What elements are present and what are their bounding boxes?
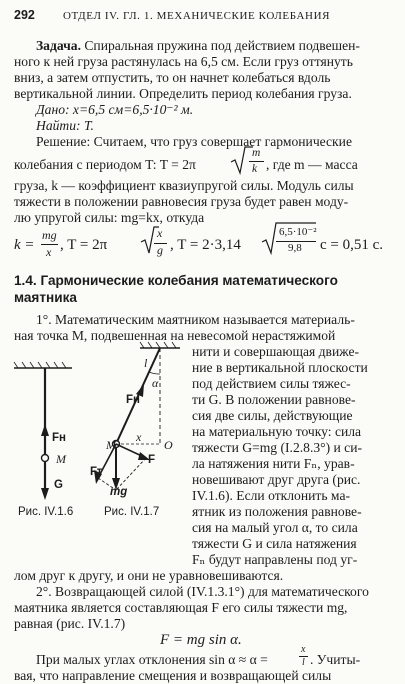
- para2-line-1: 2°. Возвращающей силой (IV.1.3.1°) для математического: [36, 584, 369, 599]
- para1-line-12: IV.1.6). Если отклонить ма-: [192, 488, 350, 503]
- page-number: 292: [14, 8, 35, 22]
- fig7-label-l: l: [144, 356, 148, 370]
- solution-line-2a: колебания с периодом T: T = 2π: [14, 157, 196, 172]
- sqrt-sign-1: [231, 146, 253, 174]
- para1-line-5: под действием силы тяжес-: [192, 376, 351, 391]
- eq-t1-label: , T = 2π: [60, 237, 108, 253]
- problem-text-1: Спиральная пружина под действием подвешен-: [80, 38, 360, 53]
- given-line: Дано: x=6,5 см=6,5·10⁻² м.: [36, 102, 194, 117]
- para1-line-16: Fₙ будут направлены под уг-: [192, 552, 358, 567]
- problem-line-2: ного к ней груза растянулась на 6,5 см. Если груз оттянуть: [14, 54, 353, 69]
- para2-formula: F = mg sin α.: [160, 632, 242, 648]
- eq-t2-num: 6,5·10⁻²: [279, 226, 317, 238]
- para1-line-15: тяжести G и сила натяжения: [192, 536, 357, 551]
- fig6-label-m: M: [56, 452, 66, 466]
- fig7-label-f: F: [148, 454, 156, 466]
- para2-line-4b: . Учиты-: [310, 652, 361, 667]
- para1-line-9: тяжести G=mg (I.2.8.3°) и си-: [192, 440, 363, 455]
- fig6-caption: Рис. IV.1.6: [18, 506, 74, 518]
- fig7-label-mg: mg: [110, 486, 128, 498]
- fig7-label-m: M: [106, 438, 116, 452]
- fig7-label-o: O: [164, 438, 173, 452]
- eq-k-num: mg: [42, 228, 57, 242]
- para1-line-3: нити и совершающая движе-: [192, 344, 360, 359]
- eq-t2-result: c = 0,51 c.: [320, 237, 384, 253]
- eq-k-label: k =: [14, 237, 35, 253]
- eq-t1-den: g: [157, 243, 163, 257]
- find-line: Найти: T.: [36, 118, 94, 133]
- para1-line-1: 1°. Математическим маятником называется материаль-: [36, 312, 355, 327]
- solution-line-3: груза, k — коэффициент квазиупругой силы. Модуль силы: [14, 178, 354, 193]
- figure-iv-1-6: [10, 362, 80, 504]
- para1-line-13: ятник из положения равнове-: [192, 504, 362, 519]
- para1-line-6: ти G. В положении равнове-: [192, 392, 356, 407]
- para2-line-2: маятника является составляющая F его силы тяжести mg,: [14, 600, 348, 615]
- para2-line-5: вая, что направление смещения и возвращающей силы: [14, 668, 332, 683]
- para1-line-8: на материальную точку: сила: [192, 424, 362, 439]
- section-title-line-1: 1.4. Гармонические колебания математического: [14, 273, 338, 288]
- section-title-line-2: маятника: [14, 290, 77, 305]
- problem-line-1: [36, 38, 360, 54]
- para2-frac-num: x: [301, 644, 306, 655]
- fig7-label-x: x: [136, 430, 142, 444]
- fig7-label-alpha: α: [152, 376, 159, 390]
- para1-line-7: сия две силы, действующие: [192, 408, 353, 423]
- problem-line-4: вертикальной линии. Определить период колебания груза.: [14, 86, 352, 101]
- solution-line-4: тяжести в положении равновесия груза будет равен моду-: [14, 194, 349, 209]
- solution-line-1: Решение: Считаем, что груз совершает гармонические: [36, 134, 352, 149]
- figure-iv-1-7: [88, 344, 188, 498]
- eq-k-den: x: [46, 245, 52, 259]
- frac-m: m: [252, 147, 261, 159]
- fig7-label-fh: Fн: [126, 394, 140, 406]
- problem-line-3: вниз, а затем отпустить, то он начнет колебаться вдоль: [14, 70, 331, 85]
- para2-line-3: равная (рис. IV.1.7): [14, 616, 126, 631]
- fig6-label-g: G: [54, 479, 63, 491]
- fig7-label-ft: Fτ: [90, 466, 103, 478]
- para1-line-14: сия на малый угол α, то сила: [192, 520, 358, 535]
- solution-line-5: лю упругой силы: mg=kx, откуда: [14, 210, 205, 225]
- para2-frac-den: l: [302, 657, 305, 668]
- eq-t1-num: x: [157, 226, 163, 240]
- eq-t2-label: , T = 2·3,14: [170, 237, 241, 253]
- para1-line-4: ние в вертикальной плоскости: [192, 360, 368, 375]
- running-title: ОТДЕЛ IV. ГЛ. 1. МЕХАНИЧЕСКИЕ КОЛЕБАНИЯ: [63, 10, 331, 22]
- fig7-caption: Рис. IV.1.7: [104, 506, 160, 518]
- para1-line-2: ная точка M, подвешенная на невесомой нерастяжимой: [14, 328, 336, 343]
- para1-line-11: новешивают друг друга (рис.: [192, 472, 361, 487]
- frac-k: k: [252, 163, 258, 175]
- para1-line-10: ла натяжения нити Fₙ, урав-: [192, 456, 355, 471]
- fig6-label-fh: Fн: [52, 432, 66, 444]
- para1-line-17: лом друг к другу, и они не уравновешиваются.: [14, 568, 284, 583]
- solution-line-2b: , где m — масса: [266, 157, 358, 172]
- problem-label: Задача.: [36, 38, 81, 53]
- eq-t2-den: 9,8: [288, 242, 302, 254]
- para2-line-4a: При малых углах отклонения sin α ≈ α =: [36, 652, 268, 667]
